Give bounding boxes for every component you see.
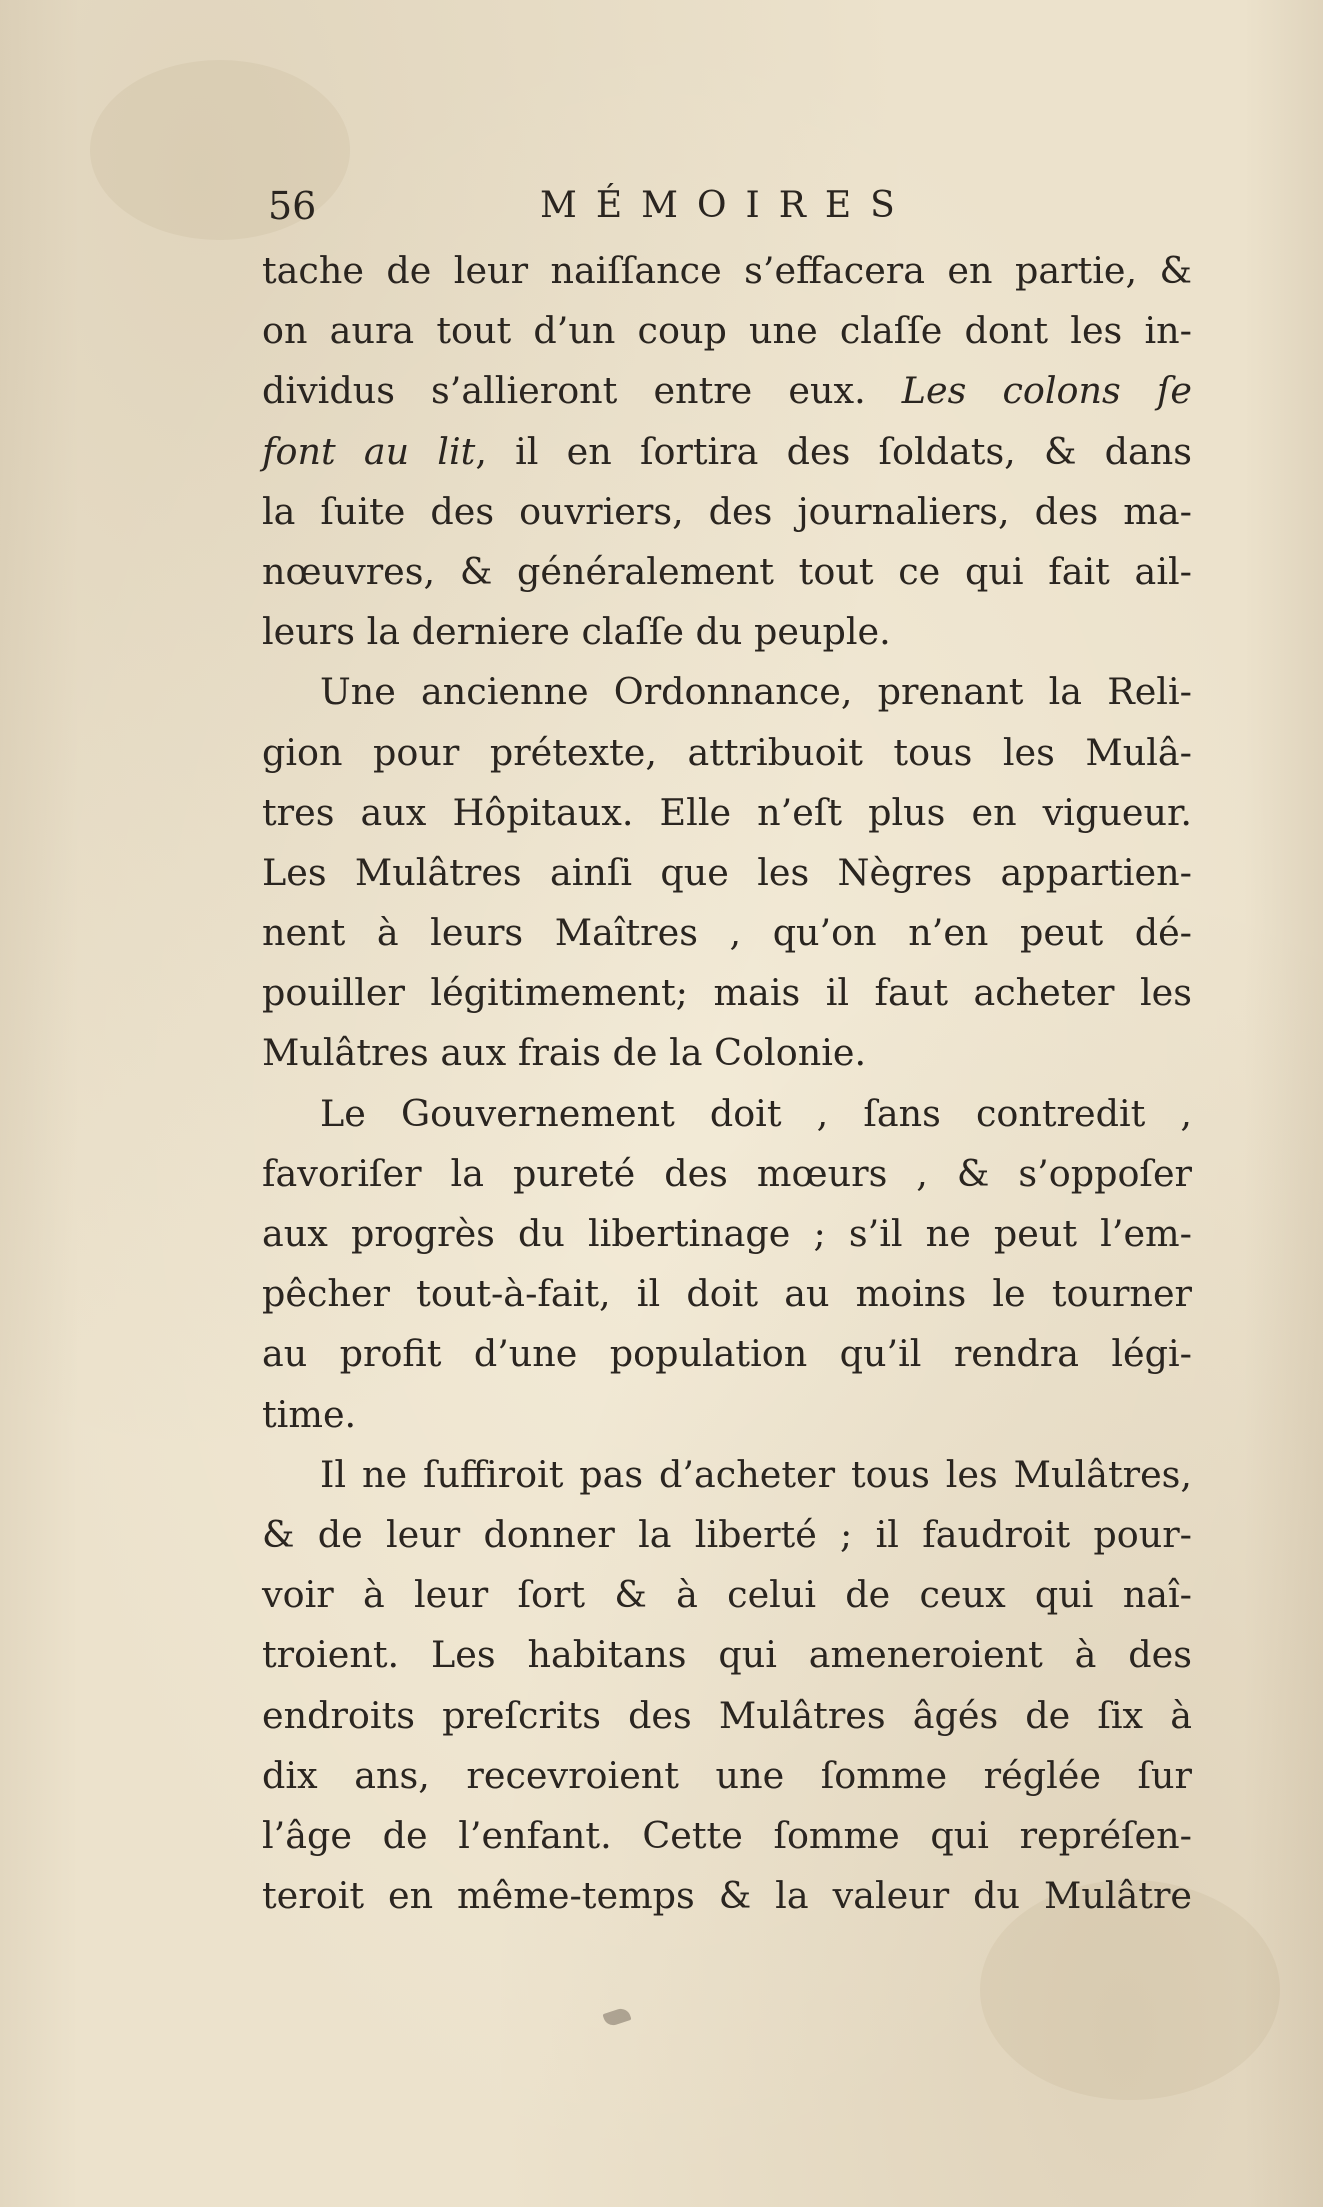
text-line: dix ans, recevroient une ſomme réglée ſur: [262, 1753, 1192, 1797]
running-head: [268, 178, 1188, 234]
text-line: Les Mulâtres ainſi que les Nègres appartien-: [262, 850, 1192, 894]
text-line: leurs la derniere claſſe du peuple.: [262, 610, 891, 654]
text-line: troient. Les habitans qui ameneroient à des: [262, 1633, 1192, 1677]
text-line: nœuvres, & généralement tout ce qui fait ail-: [262, 549, 1192, 593]
text-line: favoriſer la pureté des mœurs , & s’oppoſer: [262, 1151, 1192, 1195]
text-line: aux progrès du libertinage ; s’il ne peut l’em-: [262, 1212, 1192, 1255]
text-line: Mulâtres aux frais de la Colonie.: [262, 1031, 867, 1075]
text-line: Il ne ſuffiroit pas d’acheter tous les Mulâtres,: [320, 1452, 1192, 1496]
text-line: tache de leur naiſſance s’effacera en partie, &: [262, 249, 1192, 292]
page-number: 56: [268, 184, 317, 228]
text-line: la ſuite des ouvriers, des journaliers, des ma-: [262, 489, 1192, 533]
text-line: pêcher tout-à-fait, il doit au moins le tourner: [262, 1272, 1192, 1316]
text-line: on aura tout d’un coup une claſſe dont les in-: [262, 309, 1192, 353]
text-line: gion pour prétexte, attribuoit tous les Mulâ-: [262, 730, 1192, 774]
text-line: voir à leur ſort & à celui de ceux qui naî-: [262, 1573, 1192, 1617]
text-line: Une ancienne Ordonnance, prenant la Reli-: [320, 670, 1192, 714]
text-line: teroit en même-temps & la valeur du Mulâtre: [262, 1874, 1192, 1918]
text-line: Le Gouvernement doit , ſans contredit ,: [320, 1091, 1192, 1135]
text-line: tres aux Hôpitaux. Elle n’eſt plus en vigueur.: [262, 790, 1192, 834]
text-line: & de leur donner la liberté ; il faudroit pour-: [262, 1512, 1192, 1556]
running-title: MÉMOIRES: [540, 185, 914, 226]
ink-mark: [602, 2006, 631, 2027]
text-line: time.: [262, 1392, 357, 1436]
text-line: endroits preſcrits des Mulâtres âgés de ſix à: [262, 1693, 1192, 1737]
text-line: au profit d’une population qu’il rendra légi-: [262, 1332, 1192, 1376]
text-line: pouiller légitimement; mais il faut acheter les: [262, 971, 1192, 1015]
text-line: dividus s’allieront entre eux. Les colons ſe: [262, 369, 1192, 413]
text-line: nent à leurs Maîtres , qu’on n’en peut dé-: [262, 911, 1192, 955]
body-text: [262, 241, 1192, 1926]
text-line: font au lit, il en ſortira des ſoldats, & dans: [262, 429, 1193, 473]
text-line: l’âge de l’enfant. Cette ſomme qui repréſen-: [262, 1813, 1192, 1857]
